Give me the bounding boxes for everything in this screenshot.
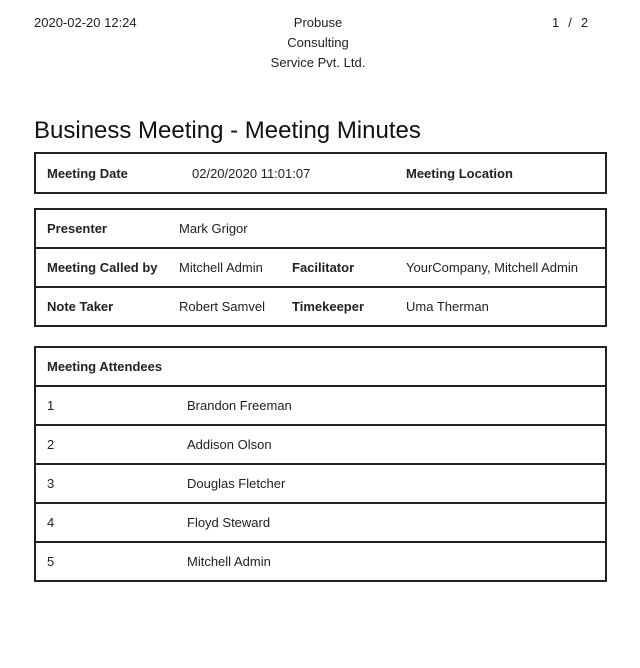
called-by-value: Mitchell Admin <box>168 248 281 287</box>
attendees-header-row <box>35 347 606 386</box>
company-name: Probuse Consulting Service Pvt. Ltd. <box>270 15 366 70</box>
page-counter <box>552 15 588 30</box>
note-taker-value: Robert Samvel <box>168 287 281 326</box>
attendees-header: Meeting Attendees <box>35 347 606 386</box>
page-current: 1 <box>552 15 560 30</box>
meeting-info-row <box>35 153 606 193</box>
attendees-table <box>34 346 607 582</box>
meeting-location-label: Meeting Location <box>395 153 606 193</box>
timekeeper-value: Uma Therman <box>395 287 606 326</box>
timekeeper-label: Timekeeper <box>281 287 395 326</box>
page-separator: / <box>568 15 572 30</box>
attendee-name: Brandon Freeman <box>176 386 606 425</box>
attendee-name: Mitchell Admin <box>176 542 606 581</box>
attendee-name: Douglas Fletcher <box>176 464 606 503</box>
roles-table <box>34 208 607 327</box>
presenter-label: Presenter <box>35 209 168 248</box>
attendee-number: 2 <box>35 425 176 464</box>
report-datetime: 2020-02-20 12:24 <box>34 15 137 30</box>
page-total: 2 <box>580 15 589 30</box>
presenter-row <box>35 209 606 248</box>
attendee-name: Addison Olson <box>176 425 606 464</box>
note-taker-label: Note Taker <box>35 287 168 326</box>
attendee-number: 1 <box>35 386 176 425</box>
table-row <box>35 542 606 581</box>
called-by-row <box>35 248 606 287</box>
table-row <box>35 464 606 503</box>
presenter-value: Mark Grigor <box>168 209 606 248</box>
document-title: Business Meeting - Meeting Minutes <box>34 117 421 144</box>
attendee-number: 3 <box>35 464 176 503</box>
table-row <box>35 386 606 425</box>
attendee-number: 4 <box>35 503 176 542</box>
table-row <box>35 503 606 542</box>
meeting-date-label: Meeting Date <box>35 153 181 193</box>
note-taker-row <box>35 287 606 326</box>
facilitator-value: YourCompany, Mitchell Admin <box>395 248 606 287</box>
meeting-date-value: 02/20/2020 11:01:07 <box>181 153 395 193</box>
table-row <box>35 425 606 464</box>
attendee-name: Floyd Steward <box>176 503 606 542</box>
attendee-number: 5 <box>35 542 176 581</box>
meeting-info-table <box>34 152 607 194</box>
called-by-label: Meeting Called by <box>35 248 168 287</box>
facilitator-label: Facilitator <box>281 248 395 287</box>
